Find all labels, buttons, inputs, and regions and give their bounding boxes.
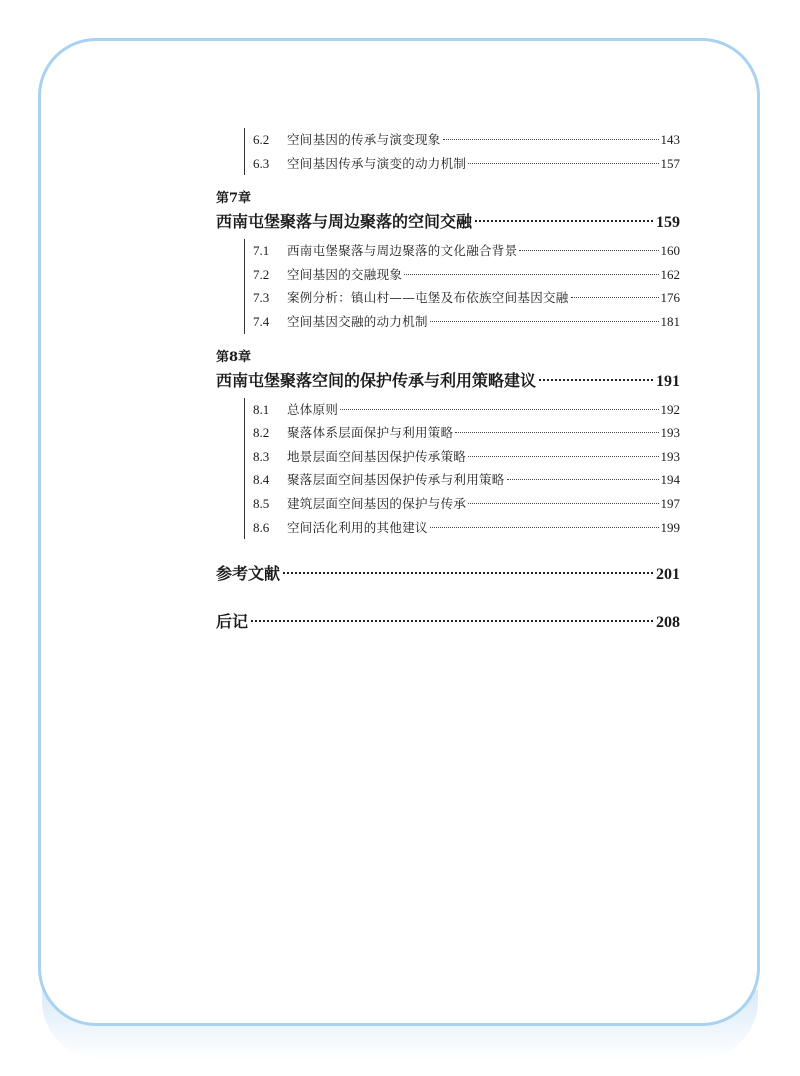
page-number: 193	[660, 425, 680, 441]
section-number: 8.1	[253, 401, 270, 417]
dot-leader	[519, 250, 658, 251]
dot-leader	[571, 297, 659, 298]
toc-afterword[interactable]	[216, 609, 680, 635]
section-number: 6.3	[253, 155, 270, 171]
section-title: 总体原则	[287, 401, 339, 417]
dot-leader	[507, 479, 659, 480]
page-number: 199	[660, 519, 680, 535]
section-number: 7.4	[253, 313, 270, 329]
section-number: 6.2	[253, 132, 270, 147]
chapter-6-sections	[244, 128, 680, 175]
section-title: 空间活化利用的其他建议	[287, 519, 428, 535]
page-number: 208	[656, 614, 680, 632]
section-title: 地景层面空间基因保护传承策略	[287, 448, 467, 464]
chapter-7-label: 第7章	[216, 191, 252, 207]
page-number: 176	[660, 290, 680, 306]
section-title: 建筑层面空间基因的保护与传承	[287, 495, 467, 511]
section-title: 聚落层面空间基因保护传承与利用策略	[287, 472, 505, 488]
dot-leader	[468, 503, 658, 504]
dot-leader	[430, 527, 659, 528]
page-number: 143	[660, 132, 680, 147]
section-title: 空间基因传承与演变的动力机制	[287, 155, 467, 171]
section-number: 8.4	[253, 472, 270, 488]
page-number: 192	[660, 401, 680, 417]
section-number: 8.3	[253, 448, 270, 464]
section-title: 空间基因的交融现象	[287, 266, 403, 282]
dot-leader	[468, 456, 658, 457]
chapter-7-sections	[244, 239, 680, 333]
toc-entry-8-5[interactable]	[253, 492, 680, 516]
dot-leader	[283, 572, 653, 574]
chapter-title: 西南屯堡聚落与周边聚落的空间交融	[216, 212, 473, 232]
section-title: 聚落体系层面保护与利用策略	[287, 425, 454, 441]
dot-leader	[430, 321, 659, 322]
section-number: 8.2	[253, 425, 270, 441]
dot-leader	[539, 379, 653, 381]
dot-leader	[443, 139, 659, 140]
page-number: 201	[656, 566, 680, 584]
page-number: 157	[660, 155, 680, 171]
section-title: 空间基因的传承与演变现象	[287, 132, 441, 147]
dot-leader	[468, 163, 658, 164]
toc-entry-7-2[interactable]	[253, 263, 680, 287]
toc-entry-8-1[interactable]	[253, 398, 680, 422]
toc-entry-7-3[interactable]	[253, 286, 680, 310]
section-number: 7.2	[253, 266, 270, 282]
toc-entry-8-6[interactable]	[253, 516, 680, 540]
toc-entry-8-4[interactable]	[253, 468, 680, 492]
section-title: 案例分析：镇山村——屯堡及布依族空间基因交融	[287, 290, 569, 306]
section-number: 8.5	[253, 495, 270, 511]
dot-leader	[475, 220, 653, 222]
references-title: 参考文献	[216, 564, 281, 584]
table-of-contents	[216, 128, 680, 635]
dot-leader	[455, 432, 658, 433]
toc-entry-7-1[interactable]	[253, 239, 680, 263]
page-number: 162	[660, 266, 680, 282]
dot-leader	[251, 620, 653, 622]
chapter-title: 西南屯堡聚落空间的保护传承与利用策略建议	[216, 370, 537, 390]
page-number: 159	[656, 214, 680, 232]
page-number: 197	[660, 495, 680, 511]
chapter-8-label: 第8章	[216, 349, 252, 365]
toc-references[interactable]	[216, 561, 680, 587]
page-number: 191	[656, 372, 680, 390]
dot-leader	[404, 274, 658, 275]
section-number: 8.6	[253, 519, 270, 535]
toc-entry-8-3[interactable]	[253, 445, 680, 469]
section-number: 7.3	[253, 290, 270, 306]
chapter-8-sections	[244, 398, 680, 540]
dot-leader	[340, 409, 658, 410]
toc-entry-6-3[interactable]	[253, 152, 680, 176]
section-title: 西南屯堡聚落与周边聚落的文化融合背景	[287, 243, 518, 259]
toc-chapter-8[interactable]	[216, 368, 680, 394]
section-number: 7.1	[253, 243, 270, 259]
page-number: 194	[660, 472, 680, 488]
toc-chapter-7[interactable]	[216, 209, 680, 235]
page-number: 160	[660, 243, 680, 259]
afterword-title: 后记	[216, 612, 249, 632]
section-title: 空间基因交融的动力机制	[287, 313, 428, 329]
page-number: 181	[660, 313, 680, 329]
toc-entry-8-2[interactable]	[253, 421, 680, 445]
toc-entry-6-2[interactable]	[253, 128, 680, 152]
toc-entry-7-4[interactable]	[253, 310, 680, 334]
page-number: 193	[660, 448, 680, 464]
